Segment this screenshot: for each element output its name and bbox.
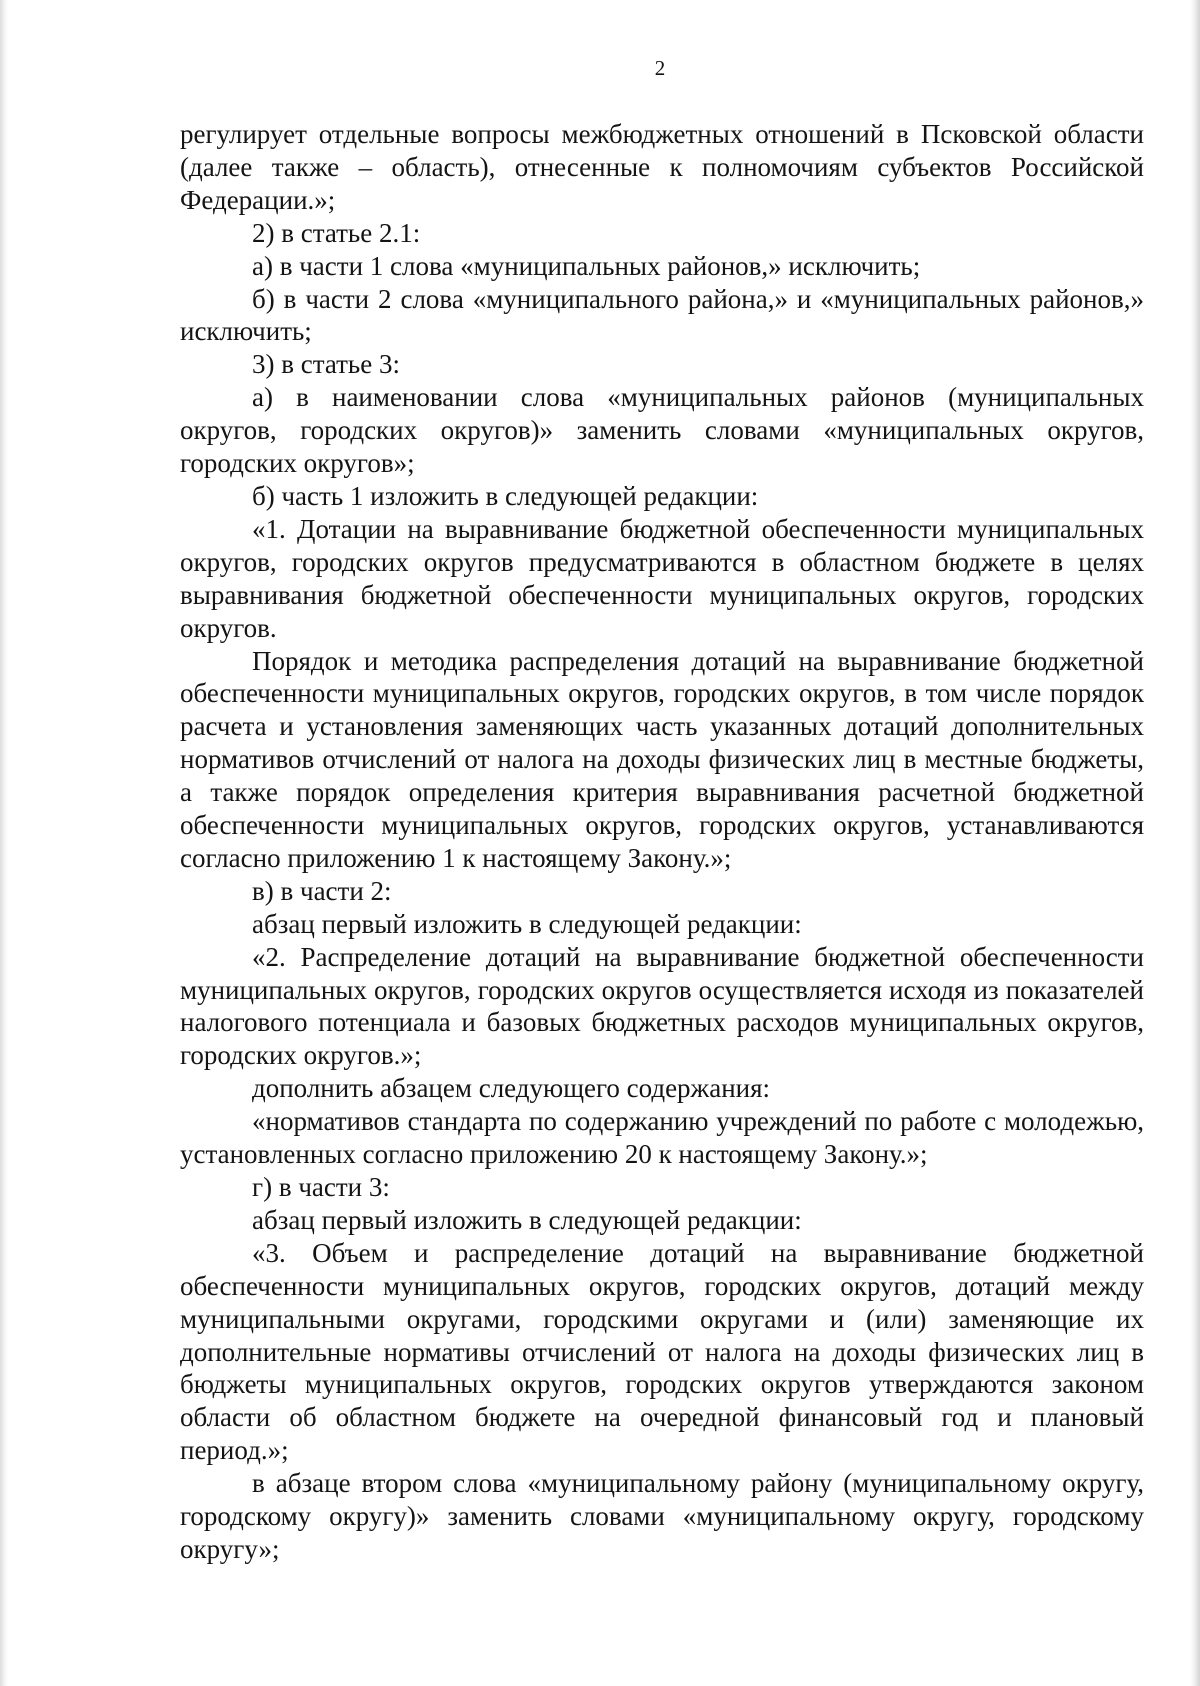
paragraph: б) в части 2 слова «муниципального района,» и «муниципальных районов,» исключить; xyxy=(180,283,1144,347)
paragraph: Порядок и методика распределения дотаций на выравнивание бюджетной обеспеченности муниципальных округов, городских округов, в том числе порядок расчета и установления заменяющих часть указанных дотаций дополнительных нормативов отчислений от налога на доходы физических лиц в местные бюджеты, а также порядок определения критерия выравнивания расчетной бюджетной обеспеченности муниципальных округов, городских округов, устанавливаются согласно приложению 1 к настоящему Закону.»; xyxy=(180,645,1144,873)
paragraph: в) в части 2: xyxy=(252,875,392,906)
paragraph: абзац первый изложить в следующей редакции: xyxy=(252,1204,802,1235)
scan-edge-left xyxy=(0,0,8,1686)
paragraph: абзац первый изложить в следующей редакции: xyxy=(252,908,802,939)
paragraph: а) в наименовании слова «муниципальных районов (муниципальных округов, городских округов)» заменить словами «муниципальных округов, городских округов»; xyxy=(180,382,1144,479)
paragraph: «нормативов стандарта по содержанию учреждений по работе с молодежью, установленных согласно приложению 20 к настоящему Закону.»; xyxy=(180,1106,1144,1170)
paragraph: в абзаце втором слова «муниципальному району (муниципальному округу, городскому округу)» заменить словами «муниципальному округу, городскому округу»; xyxy=(180,1468,1144,1564)
paragraph: «3. Объем и распределение дотаций на выравнивание бюджетной обеспеченности муниципальных округов, городских округов, дотаций между муниципальными округами, городскими округами и (или) заменяющие их дополнительные нормативы отчислений от налога на доходы физических лиц в бюджеты муниципальных округов, городских округов утверждаются законом области об областном бюджете на очередной финансовый год и плановый период.»; xyxy=(180,1237,1144,1466)
page-number: 2 xyxy=(654,56,666,80)
paragraph: 3) в статье 3: xyxy=(252,349,400,380)
paragraph: дополнить абзацем следующего содержания: xyxy=(252,1073,771,1104)
paragraph: а) в части 1 слова «муниципальных районов,» исключить; xyxy=(252,250,921,281)
document-body xyxy=(180,118,1144,1566)
paragraph: б) часть 1 изложить в следующей редакции: xyxy=(252,480,759,511)
paragraph: г) в части 3: xyxy=(252,1172,390,1202)
paragraph: 2) в статье 2.1: xyxy=(252,217,421,248)
paragraph: «1. Дотации на выравнивание бюджетной обеспеченности муниципальных округов, городских округов предусматриваются в областном бюджете в целях выравнивания бюджетной обеспеченности муниципальных округов, городских округов. xyxy=(180,513,1144,643)
paragraph: «2. Распределение дотаций на выравнивание бюджетной обеспеченности муниципальных округов, городских округов осуществляется исходя из показателей налогового потенциала и базовых бюджетных расходов муниципальных округов, городских округов.»; xyxy=(180,941,1144,1071)
scan-edge-right xyxy=(1190,0,1200,1686)
paragraph: регулирует отдельные вопросы межбюджетных отношений в Псковской области (далее также – область), отнесенные к полномочиям субъектов Российской Федерации.»; xyxy=(180,119,1144,215)
